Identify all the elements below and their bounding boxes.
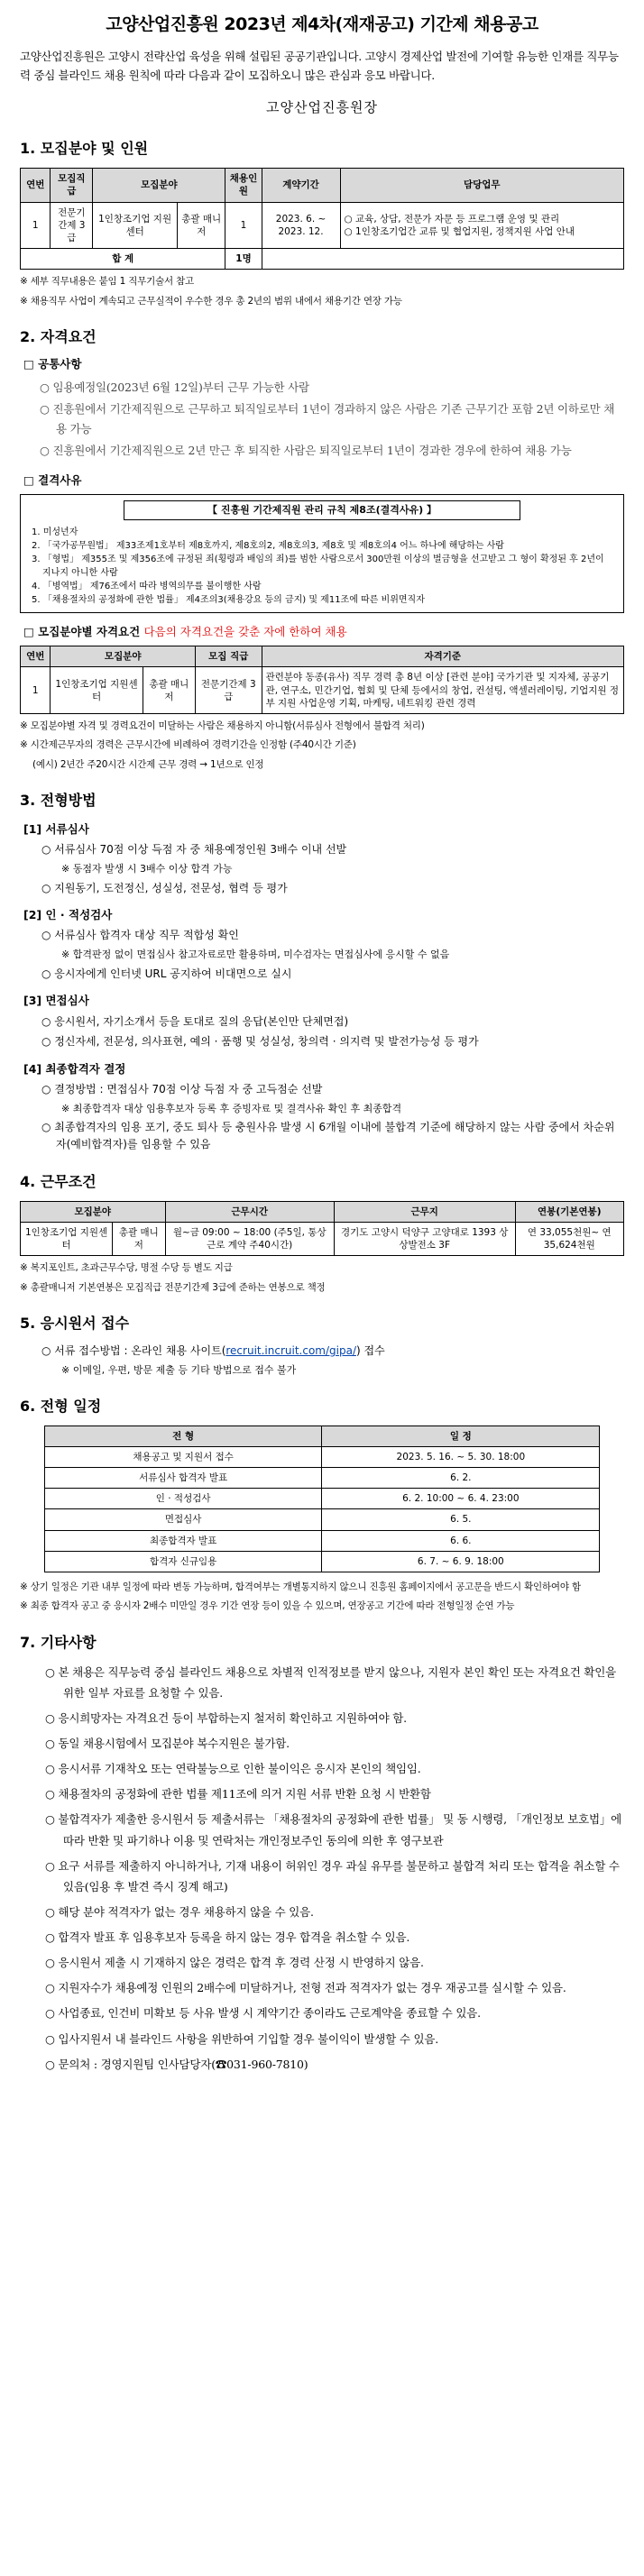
stage-note: ※ 합격판정 없이 면접심사 참고자료로만 활용하며, 미수검자는 면접심사에 응시할 수 없음 [61,948,450,960]
table-cell: 6. 2. 10:00 ~ 6. 4. 23:00 [322,1489,600,1509]
table-cell: 1인창조기업 지원센터 [51,667,143,714]
disqualification-label: □ 결격사유 [23,473,82,488]
other-item: ○ 요구 서류를 제출하지 아니하거나, 기재 내용이 허위인 경우 과실 유무를 불문하고 불합격 처리 또는 합격을 취소할 수 있음(임용 후 발견 즉시 징계 해고) [45,1858,620,1893]
stage-item: ○ 최종합격자의 임용 포기, 중도 퇴사 등 충원사유 발생 시 6개월 이내에 불합격 기준에 해당하지 않는 사람 중에서 차순위자(예비합격자)를 임용할 수 있음 [41,1121,615,1151]
disqualification-item: 5. 「채용절차의 공정화에 관한 법률」 제4조의3(채용강요 등의 금지) 및 제11조에 따른 비위면직자 [32,595,425,606]
other-item: ○ 응시희망자는 자격요건 등이 부합하는지 철저히 확인하고 지원하여야 함. [45,1710,407,1725]
common-item: ○ 진흥원에서 기간제직원으로 2년 만근 후 퇴직한 사람은 퇴직일로부터 1년이 경과한 경우에 한하여 채용 가능 [40,443,572,457]
table-cell: 최종합격자 발표 [44,1530,322,1551]
table-row [44,1468,599,1489]
table-header: 일 정 [322,1426,600,1446]
other-item: ○ 입사지원서 내 블라인드 사항을 위반하여 기입할 경우 불이익이 발생할 수 있음. [45,2031,438,2046]
stage-item: ○ 결정방법 : 면접심사 70점 이상 득점 자 중 고득점순 선발 [41,1082,323,1095]
section-title-selection: 3. 전형방법 [20,791,97,809]
section-title-recruitment: 1. 모집분야 및 인원 [20,140,149,158]
disqualification-box [20,494,624,613]
section-title-conditions: 4. 근무조건 [20,1172,97,1190]
field-qualification-notice: 다음의 자격요건을 갖춘 자에 한하여 채용 [143,625,347,639]
table-cell: 합격자 신규임용 [44,1551,322,1572]
application-method [20,1343,624,1360]
other-item: ○ 합격자 발표 후 임용후보자 등록을 하지 않는 경우 합격을 취소할 수 있음. [45,1930,410,1945]
table-cell: 월~금 09:00 ~ 18:00 (주5일, 통상근로 계약 주40시간) [165,1222,334,1255]
table-cell: 6. 7. ~ 6. 9. 18:00 [322,1551,600,1572]
table-header: 모집분야 [21,1201,166,1222]
table-header: 담당업무 [340,169,623,202]
table-row [21,1222,624,1255]
note: ※ 채용직무 사업이 계속되고 근무실적이 우수한 경우 총 2년의 범위 내에서 채용기간 연장 가능 [20,295,402,307]
table-row [21,667,624,714]
schedule-table [44,1426,600,1572]
table-cell: 6. 6. [322,1530,600,1551]
section-title-qualifications: 2. 자격요건 [20,327,97,345]
disqualification-item: 1. 미성년자 [32,527,78,538]
table-cell: 1 [21,202,51,249]
table-cell: 면접심사 [44,1509,322,1530]
table-header: 연번 [21,646,51,667]
table-header: 연봉(기본연봉) [515,1201,623,1222]
table-cell: 인 · 적성검사 [44,1489,322,1509]
table-cell: 총괄 매니저 [143,667,195,714]
note: ※ 최종 합격자 공고 중 응시자 2배수 미만일 경우 기간 연장 등이 있을 수 있으며, 연장공고 기간에 따라 전형일정 순연 가능 [20,1600,515,1612]
table-cell [340,202,623,249]
stage-note: ※ 최종합격자 대상 임용후보자 등록 후 증빙자료 및 결격사유 확인 후 최종합격 [61,1102,402,1114]
field-qualification-title: □ 모집분야별 자격요건 [23,625,141,639]
stage-item: ○ 응시원서, 자기소개서 등을 토대로 질의 응답(본인만 단체면접) [41,1014,349,1028]
table-cell: 연 33,055천원~ 연 35,624천원 [515,1222,623,1255]
table-row [44,1530,599,1551]
stage-item: ○ 정신자세, 전문성, 의사표현, 예의 · 품행 및 성실성, 창의력 · 의지력 및 발전가능성 등 평가 [41,1035,479,1049]
disqualification-title: 【 진흥원 기간제직원 관리 규칙 제8조(결격사유) 】 [124,500,521,520]
table-total-row [21,249,624,270]
table-header: 채용인원 [225,169,262,202]
recruit-site-link[interactable]: recruit.incruit.com/gipa/ [225,1344,356,1358]
total-label: 합 계 [21,249,225,270]
other-item: ○ 사업종료, 인건비 미확보 등 사유 발생 시 계약기간 종이라도 근로계약을 종료할 수 있음. [45,2006,481,2021]
table-cell: 2023. 5. 16. ~ 5. 30. 18:00 [322,1446,600,1467]
table-header: 전 형 [44,1426,322,1446]
other-item: ○ 채용절차의 공정화에 관한 법률 제11조에 의거 지원 서류 반환 요청 시 반환함 [45,1787,431,1801]
intro-paragraph: 고양산업진흥원은 고양시 전략산업 육성을 위해 설립된 공공기관입니다. 고양시 경제산업 발전에 기여할 유능한 인재를 직무능력 중심 블라인드 채용 원칙에 따라 다음과 같이 모집하오니 많은 관심과 응모 바랍니다. [20,49,619,83]
stage-label: [2] 인 · 적성검사 [23,908,113,922]
table-cell: 1 [225,202,262,249]
table-header: 근무시간 [165,1201,334,1222]
stage-note: ※ 동점자 발생 시 3배수 이상 합격 가능 [61,862,233,875]
table-cell: 서류심사 합격자 발표 [44,1468,322,1489]
other-item: ○ 응시서류 기재착오 또는 연락불능으로 인한 불이익은 응시자 본인의 책임임. [45,1762,421,1776]
other-item: ○ 동일 채용시험에서 모집분야 복수지원은 불가함. [45,1737,290,1751]
other-item: ○ 응시원서 제출 시 기재하지 않은 경력은 합격 후 경력 산정 시 반영하지 않음. [45,1956,424,1970]
table-header: 계약기간 [262,169,340,202]
stage-item: ○ 지원동기, 도전정신, 성실성, 전문성, 협력 등 평가 [41,881,288,894]
note: ※ 복지포인트, 초과근무수당, 명절 수당 등 별도 지급 [20,1262,233,1274]
stage-label: [3] 면접심사 [23,994,89,1008]
disqualification-item: 4. 「병역법」 제76조에서 따라 병역의무를 불이행한 사람 [32,582,262,592]
stage-label: [4] 최종합격자 결정 [23,1061,126,1076]
table-row [44,1489,599,1509]
disqualification-item: 3. 「형법」 제355조 및 제356조에 규정된 죄(횡령과 배임의 죄)를 범한 사람으로서 300만원 이상의 벌금형을 선고받고 그 형이 확정된 후 2년이 지나지 아니한 사람 [32,555,604,579]
table-row [44,1509,599,1530]
table-cell: 경기도 고양시 덕양구 고양대로 1393 상상발전소 3F [334,1222,515,1255]
table-cell: 전문기간제 3급 [51,202,93,249]
recruitment-table [20,168,624,270]
table-cell: 총괄 매니저 [113,1222,165,1255]
table-cell: 6. 5. [322,1509,600,1530]
stage-item: ○ 응시자에게 인터넷 URL 공지하여 비대면으로 실시 [41,967,292,980]
duty-item: ○ 교육, 상담, 전문가 자문 등 프로그램 운영 및 관리 [344,213,560,225]
stage-item: ○ 서류심사 합격자 대상 직무 적합성 확인 [41,929,239,942]
table-header: 자격기준 [262,646,623,667]
table-header: 모집직급 [51,169,93,202]
application-note: ※ 이메일, 우편, 방문 제출 등 기타 방법으로 접수 불가 [61,1363,297,1376]
table-row [44,1446,599,1467]
table-row [21,202,624,249]
table-cell: 총괄 매니저 [177,202,225,249]
table-header: 모집분야 [93,169,225,202]
other-item: ○ 불합격자가 제출한 응시원서 등 제출서류는 「채용절차의 공정화에 관한 법률」 및 동 시행령, 「개인정보 보호법」에 따라 반환 및 파기하나 이용 및 연락처는 개인정보주인 동의에 의한 후 영구보관 [45,1812,622,1847]
duty-item: ○ 1인창조기업간 교류 및 협업지원, 정책지원 사업 안내 [344,225,575,237]
common-item: ○ 임용예정일(2023년 6월 12일)부터 근무 가능한 사람 [40,380,309,395]
table-header: 모집분야 [51,646,196,667]
application-method-text: ) 접수 [355,1344,385,1358]
table-cell: 2023. 6. ~ 2023. 12. [262,202,340,249]
table-header: 모집 직급 [195,646,262,667]
page-title: 고양산업진흥원 2023년 제4차(재재공고) 기간제 채용공고 [106,14,538,34]
other-item: ○ 지원자수가 채용예정 인원의 2배수에 미달하거나, 전형 전과 적격자가 없는 경우 재공고를 실시할 수 있음. [45,1981,566,1995]
note: ※ 세부 직무내용은 붙임 1 직무기술서 참고 [20,276,194,288]
table-cell: 관련분야 동종(유사) 직무 경력 총 8년 이상 [관련 분야] 국가기관 및 지자체, 공공기관, 연구소, 민간기업, 협회 및 단체 등에서의 창업, 컨설팅, 액셀러레이팅, 기업지원 정부 지원 사업운영 기획, 마케팅, 네트워킹 관련 경력 [262,667,623,714]
table-header: 연번 [21,169,51,202]
table-cell: 6. 2. [322,1468,600,1489]
other-item: ○ 본 채용은 직무능력 중심 블라인드 채용으로 차별적 인적정보를 받지 않으나, 지원자 본인 확인 또는 자격요건 확인을 위한 일부 자료를 요청할 수 있음. [45,1664,616,1700]
qualification-table [20,646,624,714]
other-item: ○ 해당 분야 적격자가 없는 경우 채용하지 않을 수 있음. [45,1904,314,1919]
common-label: □ 공통사항 [23,356,82,371]
section-title-application: 5. 응시원서 접수 [20,1314,130,1332]
note: (예시) 2년간 주20시간 시간제 근무 경력 → 1년으로 인정 [32,758,264,770]
section-title-other: 7. 기타사항 [20,1633,97,1651]
stage-label: [1] 서류심사 [23,821,89,836]
table-cell: 채용공고 및 지원서 접수 [44,1446,322,1467]
section-title-schedule: 6. 전형 일정 [20,1397,102,1415]
total-value: 1명 [225,249,262,270]
table-cell: 1인창조기업 지원센터 [21,1222,113,1255]
common-item: ○ 진흥원에서 기간제직원으로 근무하고 퇴직일로부터 1년이 경과하지 않은 사람은 기존 근무기간 포함 2년 이하로만 채용 가능 [40,402,615,435]
note: ※ 총괄매니저 기본연봉은 모집직급 전문기간제 3급에 준하는 연봉으로 책정 [20,1281,326,1293]
organization-signature: 고양산업진흥원장 [266,99,378,116]
table-header: 근무지 [334,1201,515,1222]
table-row [44,1551,599,1572]
note: ※ 상기 일정은 기관 내부 일정에 따라 변동 가능하며, 합격여부는 개별통지하지 않으니 진흥원 홈페이지에서 공고문을 반드시 확인하여야 함 [20,1581,581,1592]
field-qualification-label [23,624,624,640]
disqualification-item: 2. 「국가공무원법」 제33조제1호부터 제8호까지, 제8호의2, 제8호의3, 제8호 및 제8호의4 어느 하나에 해당하는 사람 [32,541,504,552]
note: ※ 모집분야별 자격 및 경력요건이 미달하는 사람은 채용하지 아니함(서류심사 전형에서 불합격 처리) [20,720,425,731]
application-method-text: ○ 서류 접수방법 : 온라인 채용 사이트( [41,1344,226,1358]
note: ※ 시간제근무자의 경력은 근무시간에 비례하여 경력기간을 인정함 (주40시간 기준) [20,739,356,751]
table-cell: 전문기간제 3급 [195,667,262,714]
table-cell: 1인창조기업 지원센터 [93,202,178,249]
contact-info: ○ 문의처 : 경영지원팀 인사담당자(☎031-960-7810) [45,2057,308,2071]
table-cell: 1 [21,667,51,714]
stage-item: ○ 서류심사 70점 이상 득점 자 중 채용예정인원 3배수 이내 선발 [41,843,347,857]
conditions-table [20,1201,624,1257]
